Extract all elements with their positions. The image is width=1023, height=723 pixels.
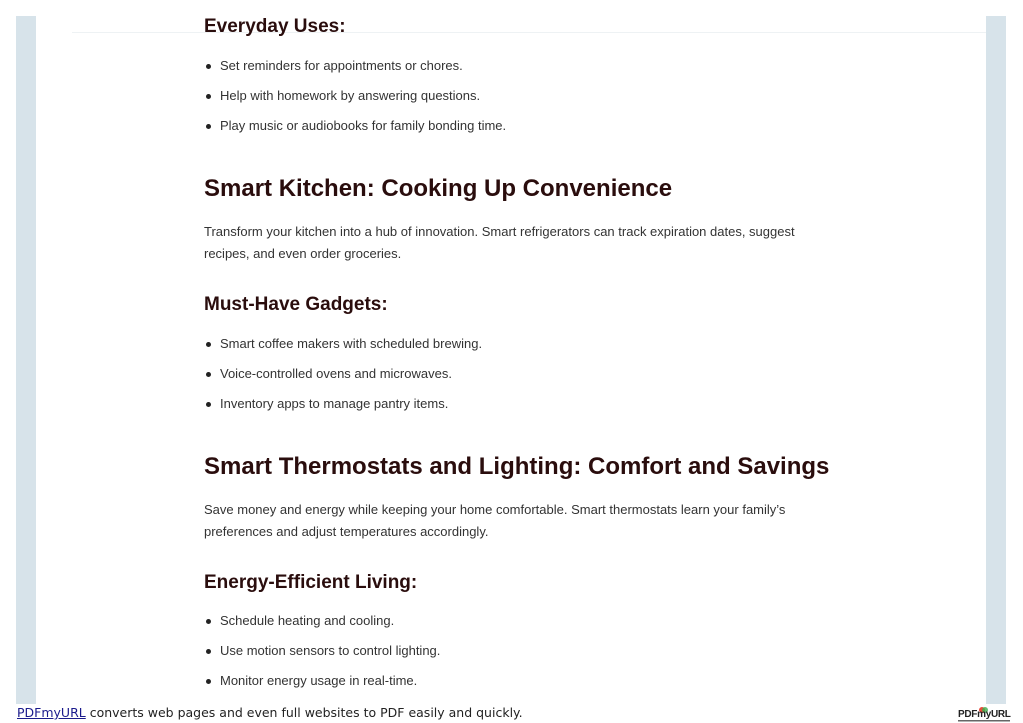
subheading-must-have-gadgets: Must-Have Gadgets: xyxy=(204,294,388,315)
document-page xyxy=(36,16,986,704)
page-frame-left xyxy=(16,16,36,704)
list-item: Play music or audiobooks for family bonding time. xyxy=(204,116,506,146)
energy-list xyxy=(204,611,440,701)
footer-description: converts web pages and even full websites to PDF easily and quickly. xyxy=(85,705,523,720)
paragraph-smart-kitchen: Transform your kitchen into a hub of innovation. Smart refrigerators can track expiration dates, suggest recipes, and even order groceries. xyxy=(204,224,795,261)
list-item: Help with homework by answering questions. xyxy=(204,86,506,116)
pdfmyurl-logo[interactable] xyxy=(958,706,1010,722)
pdfmyurl-link[interactable]: PDFmyURL xyxy=(17,705,86,720)
gadgets-list xyxy=(204,334,482,424)
list-item: Monitor energy usage in real-time. xyxy=(204,671,440,701)
list-item: Voice-controlled ovens and microwaves. xyxy=(204,364,482,394)
subheading-energy-efficient: Energy-Efficient Living: xyxy=(204,572,418,593)
everyday-uses-list xyxy=(204,56,506,146)
page-frame-right xyxy=(986,16,1006,704)
list-item: Schedule heating and cooling. xyxy=(204,611,440,641)
footer-note xyxy=(17,705,523,720)
subheading-everyday-uses: Everyday Uses: xyxy=(204,16,346,37)
list-item: Set reminders for appointments or chores. xyxy=(204,56,506,86)
list-item: Smart coffee makers with scheduled brewing. xyxy=(204,334,482,364)
list-item: Inventory apps to manage pantry items. xyxy=(204,394,482,424)
logo-text: PDFmyURL xyxy=(958,709,1011,720)
paragraph-smart-thermostats: Save money and energy while keeping your home comfortable. Smart thermostats learn your family’s preferences and adjust temperatures accordingly. xyxy=(204,502,786,539)
heading-smart-kitchen: Smart Kitchen: Cooking Up Convenience xyxy=(204,175,673,202)
list-item: Use motion sensors to control lighting. xyxy=(204,641,440,671)
heading-smart-thermostats: Smart Thermostats and Lighting: Comfort and Savings xyxy=(204,453,830,480)
